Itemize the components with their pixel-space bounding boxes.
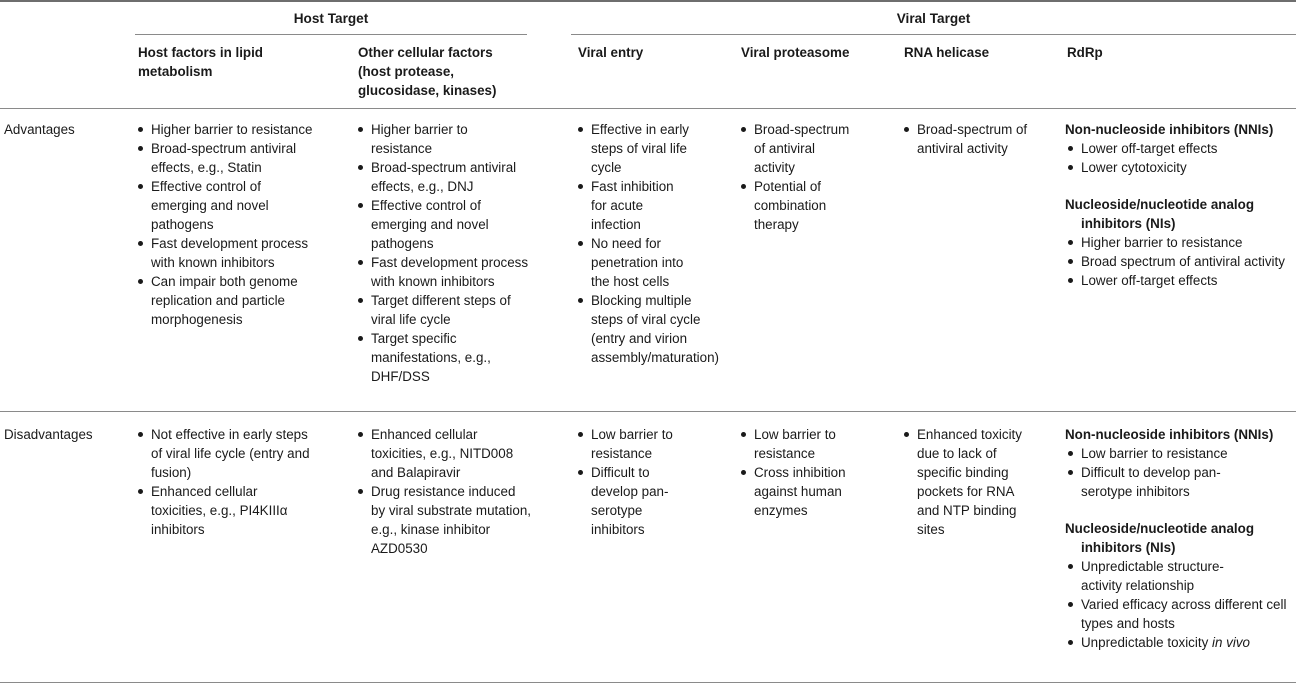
host-target-header: Host Target	[293, 11, 369, 26]
advantages-lipid-cell	[135, 120, 315, 329]
list-item: Broad-spectrum antiviral effects, e.g., DNJ	[355, 158, 531, 196]
list-item: Higher barrier to resistance	[355, 120, 531, 158]
list-item: Broad-spectrum of antiviral activity	[738, 120, 850, 177]
list-item: Fast development process with known inhibitors	[355, 253, 531, 291]
row-label-disadvantages: Disadvantages	[4, 427, 93, 442]
list-item: Lower cytotoxicity	[1065, 158, 1293, 177]
table-top-rule	[0, 0, 1296, 2]
rdrp-nni-heading: Non-nucleoside inhibitors (NNIs)	[1065, 122, 1274, 137]
list-item: Lower off-target effects	[1065, 139, 1293, 158]
col-header-other: Other cellular factors (host protease, glucosidase, kinases)	[358, 45, 497, 98]
rdrp-nni-heading: Non-nucleoside inhibitors (NNIs)	[1065, 427, 1274, 442]
advantages-rdrp-nni-list	[1065, 139, 1293, 177]
header-bottom-rule	[0, 108, 1296, 109]
toxicity-text: Unpredictable toxicity	[1081, 635, 1209, 650]
disadvantages-proteasome-cell	[738, 425, 856, 520]
row-separator-rule	[0, 411, 1296, 412]
disadvantages-lipid-list	[135, 425, 315, 539]
col-header-helicase: RNA helicase	[904, 45, 990, 60]
list-item: Not effective in early steps of viral life cycle (entry and fusion)	[135, 425, 315, 482]
list-item: Enhanced toxicity due to lack of specific binding pockets for RNA and NTP binding sites	[901, 425, 1033, 539]
disadvantages-entry-list	[575, 425, 725, 539]
list-item: Varied efficacy across different cell types and hosts	[1065, 595, 1293, 633]
advantages-helicase-list	[901, 120, 1031, 158]
row-label-advantages: Advantages	[4, 122, 75, 137]
list-item: Target specific manifestations, e.g., DHF/DSS	[355, 329, 531, 386]
list-item: Effective in early steps of viral life cycle	[575, 120, 703, 177]
disadvantages-other-cell	[355, 425, 531, 558]
list-item: Can impair both genome replication and particle morphogenesis	[135, 272, 315, 329]
advantages-rdrp-ni-list	[1065, 233, 1293, 290]
list-item: Broad-spectrum antiviral effects, e.g., Statin	[135, 139, 315, 177]
viral-group-underline	[571, 34, 1296, 35]
list-item: Drug resistance induced by viral substrate mutation, e.g., kinase inhibitor AZD0530	[355, 482, 531, 558]
disadvantages-lipid-cell	[135, 425, 315, 539]
advantages-entry-list	[575, 120, 725, 367]
list-item	[1065, 633, 1293, 652]
advantages-helicase-cell	[901, 120, 1031, 158]
list-item: Higher barrier to resistance	[135, 120, 315, 139]
rdrp-ni-heading: Nucleoside/nucleotide analog inhibitors (NIs)	[1065, 521, 1254, 555]
advantages-rdrp-cell	[1065, 120, 1293, 290]
list-item: Low barrier to resistance	[575, 425, 703, 463]
disadvantages-rdrp-cell	[1065, 425, 1293, 652]
in-vivo-text: in vivo	[1212, 635, 1250, 650]
advantages-entry-cell	[575, 120, 725, 367]
list-item: Effective control of emerging and novel pathogens	[135, 177, 315, 234]
list-item: Target different steps of viral life cycle	[355, 291, 531, 329]
col-header-rdrp: RdRp	[1067, 45, 1103, 60]
advantages-other-list	[355, 120, 531, 386]
disadvantages-rdrp-ni-list	[1065, 557, 1293, 652]
list-item: Broad spectrum of antiviral activity	[1065, 252, 1293, 271]
viral-target-header: Viral Target	[896, 11, 971, 26]
list-item: Enhanced cellular toxicities, e.g., NITD008 and Balapiravir	[355, 425, 531, 482]
list-item: Fast development process with known inhibitors	[135, 234, 315, 272]
disadvantages-proteasome-list	[738, 425, 856, 520]
col-header-entry: Viral entry	[578, 45, 644, 60]
list-item: Low barrier to resistance	[738, 425, 856, 463]
col-header-proteasome: Viral proteasome	[741, 45, 850, 60]
list-item: Difficult to develop pan-serotype inhibitors	[575, 463, 691, 539]
list-item: Difficult to develop pan-serotype inhibitors	[1065, 463, 1241, 501]
disadvantages-helicase-list	[901, 425, 1033, 539]
list-item: Potential of combination therapy	[738, 177, 850, 234]
advantages-lipid-list	[135, 120, 315, 329]
list-item: No need for penetration into the host cells	[575, 234, 701, 291]
list-item: Blocking multiple steps of viral cycle (entry and virion assembly/maturation)	[575, 291, 727, 367]
list-item: Cross inhibition against human enzymes	[738, 463, 856, 520]
list-item: Higher barrier to resistance	[1065, 233, 1293, 252]
list-item: Fast inhibition for acute infection	[575, 177, 691, 234]
advantages-proteasome-list	[738, 120, 850, 234]
advantages-other-cell	[355, 120, 531, 386]
list-item: Effective control of emerging and novel pathogens	[355, 196, 531, 253]
list-item: Enhanced cellular toxicities, e.g., PI4KIIIα inhibitors	[135, 482, 315, 539]
disadvantages-entry-cell	[575, 425, 725, 539]
disadvantages-helicase-cell	[901, 425, 1033, 539]
list-item: Low barrier to resistance	[1065, 444, 1293, 463]
disadvantages-other-list	[355, 425, 531, 558]
list-item: Broad-spectrum of antiviral activity	[901, 120, 1031, 158]
list-item: Unpredictable structure-activity relationship	[1065, 557, 1241, 595]
host-group-underline	[135, 34, 527, 35]
list-item: Lower off-target effects	[1065, 271, 1293, 290]
advantages-proteasome-cell	[738, 120, 850, 234]
table-bottom-rule	[0, 682, 1296, 683]
disadvantages-rdrp-nni-list	[1065, 444, 1293, 501]
rdrp-ni-heading: Nucleoside/nucleotide analog inhibitors (NIs)	[1065, 197, 1254, 231]
col-header-lipid: Host factors in lipid metabolism	[138, 45, 263, 79]
